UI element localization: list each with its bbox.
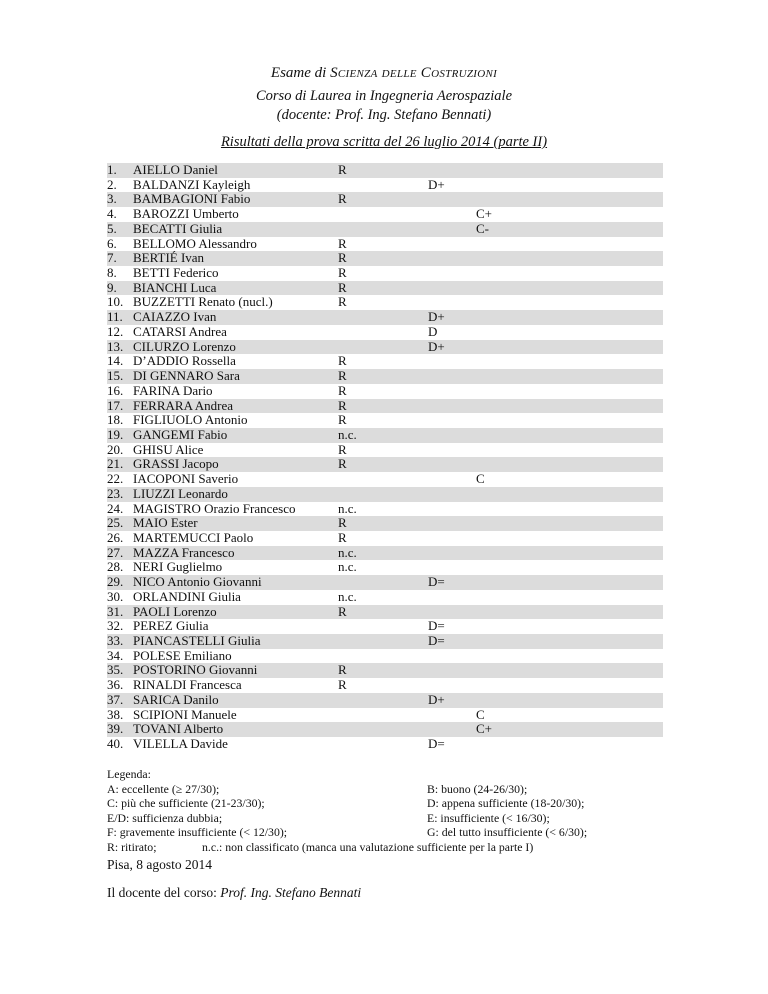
table-row: [107, 295, 663, 310]
grade-r: R: [338, 235, 347, 251]
row-number: 22.: [107, 471, 124, 487]
table-row: [107, 472, 663, 487]
table-row: [107, 178, 663, 193]
signature-line: [107, 885, 361, 901]
grade-r: R: [338, 353, 347, 369]
grade-r: n.c.: [338, 559, 357, 575]
grade-r: R: [338, 677, 347, 693]
row-number: 2.: [107, 176, 117, 192]
grade-r: R: [338, 294, 347, 310]
row-number: 26.: [107, 529, 124, 545]
student-name: FARINA Dario: [133, 382, 213, 398]
row-number: 6.: [107, 235, 117, 251]
row-number: 27.: [107, 544, 124, 560]
row-number: 8.: [107, 265, 117, 281]
grade-d: D=: [428, 574, 445, 590]
student-name: D’ADDIO Rossella: [133, 353, 236, 369]
table-row: [107, 443, 663, 458]
row-number: 38.: [107, 706, 124, 722]
student-name: GHISU Alice: [133, 441, 204, 457]
table-row: [107, 590, 663, 605]
table-row: [107, 619, 663, 634]
student-name: CILURZO Lorenzo: [133, 338, 236, 354]
row-number: 24.: [107, 500, 124, 516]
row-number: 33.: [107, 633, 124, 648]
grade-r: R: [338, 515, 347, 531]
row-number: 39.: [107, 721, 124, 737]
table-row: [107, 663, 663, 678]
table-row: [107, 281, 663, 296]
row-number: 36.: [107, 677, 124, 693]
grade-r: R: [338, 412, 347, 428]
student-name: BECATTI Giulia: [133, 220, 223, 236]
results-table: [107, 163, 663, 752]
student-name: BALDANZI Kayleigh: [133, 176, 251, 192]
student-name: MAZZA Francesco: [133, 544, 235, 560]
results-title: Risultati della prova scritta del 26 luglio 2014 (parte II): [220, 134, 548, 150]
row-number: 23.: [107, 485, 124, 501]
grade-r: R: [338, 162, 347, 177]
table-row: [107, 560, 663, 575]
legend-nc: n.c.: non classificato (manca una valutazione sufficiente per la parte I): [202, 840, 534, 854]
student-name: NICO Antonio Giovanni: [133, 574, 262, 590]
row-number: 13.: [107, 338, 124, 354]
document-title: [0, 65, 768, 82]
legend-c: C: più che sufficiente (21-23/30);: [107, 796, 265, 811]
table-row: [107, 693, 663, 708]
student-name: MARTEMUCCI Paolo: [133, 529, 254, 545]
student-name: CAIAZZO Ivan: [133, 309, 217, 325]
grade-c: C+: [476, 721, 493, 737]
row-number: 32.: [107, 618, 124, 634]
table-row: [107, 413, 663, 428]
student-name: BAROZZI Umberto: [133, 206, 239, 222]
table-row: [107, 163, 663, 178]
grade-d: D: [428, 323, 438, 339]
degree-program: Corso di Laurea in Ingegneria Aerospaziale: [255, 88, 513, 104]
grade-r: R: [338, 382, 347, 398]
student-name: LIUZZI Leonardo: [133, 485, 228, 501]
table-row: [107, 222, 663, 237]
table-row: [107, 575, 663, 590]
teacher-line: (docente: Prof. Ing. Stefano Bennati): [276, 107, 492, 123]
legend-g: G: del tutto insufficiente (< 6/30);: [427, 825, 588, 840]
legend-ed: E/D: sufficienza dubbia;: [107, 810, 223, 825]
grade-r: R: [338, 250, 347, 266]
grade-r: R: [338, 397, 347, 413]
student-name: DI GENNARO Sara: [133, 368, 240, 384]
row-number: 12.: [107, 323, 124, 339]
student-name: PIANCASTELLI Giulia: [133, 633, 261, 648]
legend-r: R: ritirato;: [107, 840, 157, 854]
table-row: [107, 384, 663, 399]
row-number: 17.: [107, 397, 124, 413]
student-name: ORLANDINI Giulia: [133, 588, 241, 604]
title-prefix: Esame di: [270, 65, 331, 81]
row-number: 25.: [107, 515, 124, 531]
row-number: 5.: [107, 220, 117, 236]
table-row: [107, 207, 663, 222]
grade-d: D=: [428, 736, 445, 752]
legend-f: F: gravemente insufficiente (< 12/30);: [107, 825, 288, 840]
student-name: AIELLO Daniel: [133, 162, 218, 177]
table-row: [107, 634, 663, 649]
table-row: [107, 487, 663, 502]
table-row: [107, 531, 663, 546]
table-row: [107, 192, 663, 207]
table-row: [107, 722, 663, 737]
legend-a: A: eccellente (≥ 27/30);: [107, 781, 220, 796]
table-row: [107, 340, 663, 355]
grade-r: R: [338, 529, 347, 545]
grade-d: D=: [428, 633, 445, 648]
table-row: [107, 310, 663, 325]
student-name: VILELLA Davide: [133, 736, 228, 752]
grade-r: R: [338, 191, 347, 207]
grade-c: C: [476, 471, 485, 487]
row-number: 28.: [107, 559, 124, 575]
row-number: 18.: [107, 412, 124, 428]
student-name: GRASSI Jacopo: [133, 456, 219, 472]
student-name: GANGEMI Fabio: [133, 426, 228, 442]
student-name: PAOLI Lorenzo: [133, 603, 217, 619]
student-name: FERRARA Andrea: [133, 397, 234, 413]
student-name: SCIPIONI Manuele: [133, 706, 237, 722]
row-number: 16.: [107, 382, 124, 398]
row-number: 35.: [107, 662, 124, 678]
row-number: 1.: [107, 162, 117, 177]
row-number: 31.: [107, 603, 124, 619]
legend-title: Legenda:: [107, 767, 151, 781]
table-row: [107, 354, 663, 369]
legend-e: E: insufficiente (< 16/30);: [427, 810, 550, 825]
table-row: [107, 678, 663, 693]
signature-prefix: Il docente del corso:: [107, 885, 221, 900]
grade-d: D+: [428, 309, 445, 325]
student-name: POLESE Emiliano: [133, 647, 232, 663]
grade-r: n.c.: [338, 500, 357, 516]
row-number: 29.: [107, 574, 124, 590]
grade-r: n.c.: [338, 544, 357, 560]
grade-c: C+: [476, 206, 493, 222]
row-number: 30.: [107, 588, 124, 604]
grade-c: C: [476, 706, 485, 722]
grade-r: R: [338, 279, 347, 295]
row-number: 37.: [107, 691, 124, 707]
grade-r: n.c.: [338, 426, 357, 442]
row-number: 7.: [107, 250, 117, 266]
table-row: [107, 369, 663, 384]
student-name: BELLOMO Alessandro: [133, 235, 257, 251]
student-name: MAGISTRO Orazio Francesco: [133, 500, 296, 516]
table-row: [107, 266, 663, 281]
student-name: NERI Guglielmo: [133, 559, 223, 575]
student-name: BIANCHI Luca: [133, 279, 217, 295]
grade-r: n.c.: [338, 588, 357, 604]
student-name: SARICA Danilo: [133, 691, 219, 707]
legend-b: B: buono (24-26/30);: [427, 781, 528, 796]
table-row: [107, 605, 663, 620]
student-name: FIGLIUOLO Antonio: [133, 412, 248, 428]
place-date: Pisa, 8 agosto 2014: [107, 857, 213, 872]
grade-c: C-: [476, 220, 489, 236]
row-number: 11.: [107, 309, 123, 325]
grade-r: R: [338, 265, 347, 281]
student-name: BAMBAGIONI Fabio: [133, 191, 251, 207]
grade-r: R: [338, 441, 347, 457]
grade-r: R: [338, 368, 347, 384]
row-number: 14.: [107, 353, 124, 369]
row-number: 40.: [107, 736, 124, 752]
row-number: 15.: [107, 368, 124, 384]
grade-d: D+: [428, 691, 445, 707]
row-number: 3.: [107, 191, 117, 207]
student-name: BERTIÉ Ivan: [133, 250, 205, 266]
table-row: [107, 428, 663, 443]
student-name: POSTORINO Giovanni: [133, 662, 258, 678]
row-number: 21.: [107, 456, 124, 472]
table-row: [107, 516, 663, 531]
grade-r: R: [338, 603, 347, 619]
table-row: [107, 399, 663, 414]
row-number: 10.: [107, 294, 124, 310]
row-number: 20.: [107, 441, 124, 457]
table-row: [107, 708, 663, 723]
grade-d: D=: [428, 618, 445, 634]
table-row: [107, 325, 663, 340]
grade-d: D+: [428, 338, 445, 354]
row-number: 9.: [107, 279, 117, 295]
student-name: CATARSI Andrea: [133, 323, 227, 339]
row-number: 34.: [107, 647, 124, 663]
student-name: IACOPONI Saverio: [133, 471, 239, 487]
student-name: PEREZ Giulia: [133, 618, 209, 634]
student-name: MAIO Ester: [133, 515, 198, 531]
grade-d: D+: [428, 176, 445, 192]
student-name: BUZZETTI Renato (nucl.): [133, 294, 273, 310]
table-row: [107, 457, 663, 472]
grade-r: R: [338, 456, 347, 472]
student-name: TOVANI Alberto: [133, 721, 224, 737]
grade-r: R: [338, 662, 347, 678]
table-row: [107, 546, 663, 561]
legend-d: D: appena sufficiente (18-20/30);: [427, 796, 585, 811]
student-name: RINALDI Francesca: [133, 677, 242, 693]
table-row: [107, 251, 663, 266]
row-number: 19.: [107, 426, 124, 442]
table-row: [107, 237, 663, 252]
row-number: 4.: [107, 206, 117, 222]
table-row: [107, 649, 663, 664]
table-row: [107, 737, 663, 752]
course-name: Scienza delle Costruzioni: [330, 65, 498, 81]
student-name: BETTI Federico: [133, 265, 219, 281]
signature-name: Prof. Ing. Stefano Bennati: [220, 885, 362, 900]
table-row: [107, 502, 663, 517]
